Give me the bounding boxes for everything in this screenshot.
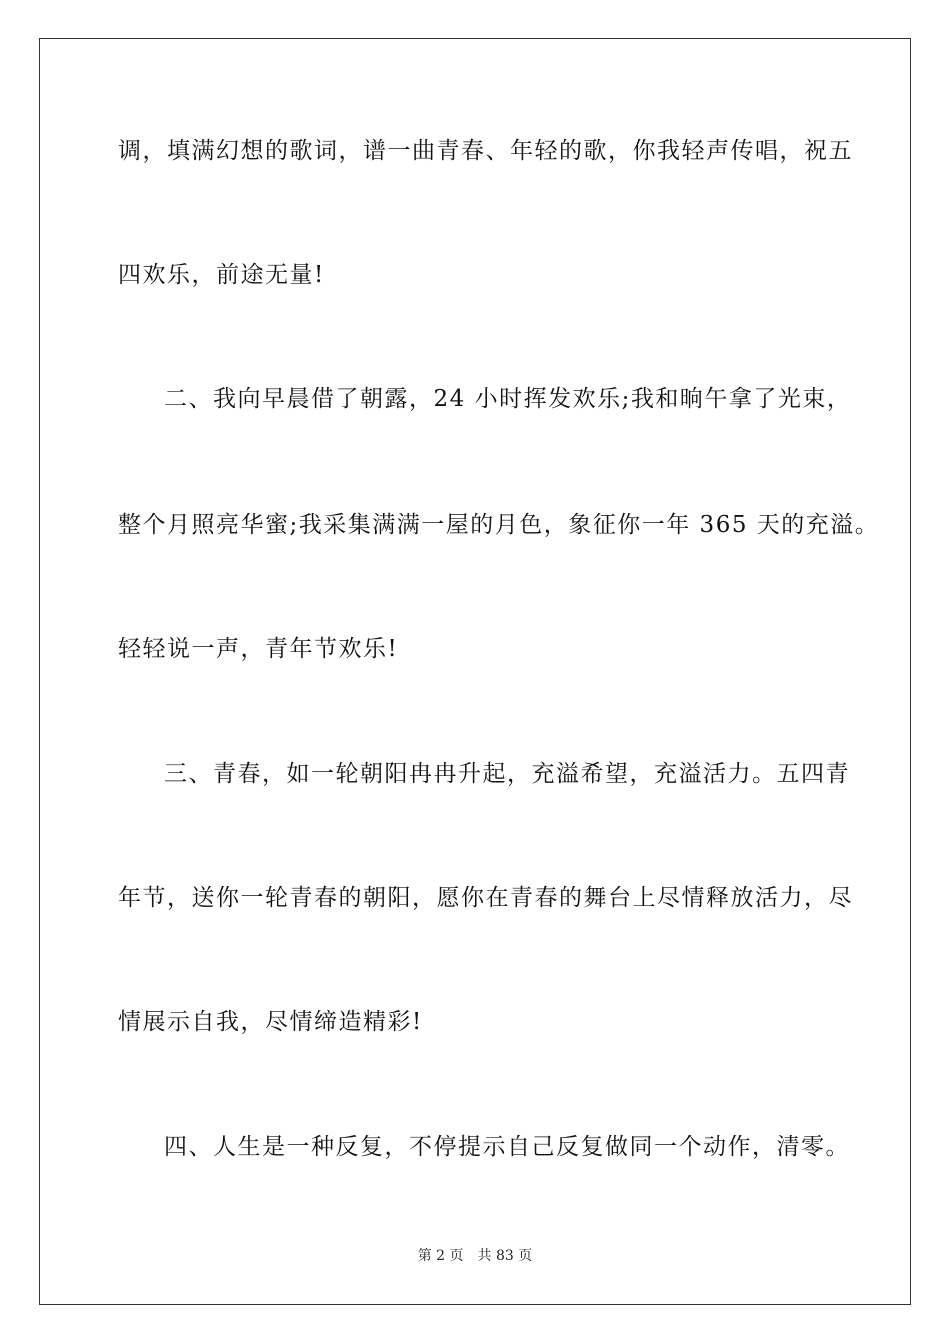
- paragraph-line: 四、人生是一种反复，不停提示自己反复做同一个动作，清零。: [164, 1134, 850, 1160]
- paragraph-line: 四欢乐，前途无量!: [118, 262, 325, 288]
- paragraph-line: 年节，送你一轮青春的朝阳，愿你在青春的舞台上尽情释放活力，尽: [118, 885, 853, 911]
- page-number-total: 共 83 页: [477, 1248, 533, 1264]
- paragraph-line: 情展示自我，尽情缔造精彩!: [118, 1009, 423, 1035]
- paragraph-line: 轻轻说一声，青年节欢乐!: [118, 636, 399, 662]
- paragraph-line: 二、我向早晨借了朝露，24 小时挥发欢乐;我和晌午拿了光束，: [164, 386, 852, 412]
- paragraph-line: 调，填满幻想的歌词，谱一曲青春、年轻的歌，你我轻声传唱，祝五: [118, 138, 853, 164]
- page-footer: [0, 1247, 950, 1265]
- paragraph-line: 整个月照亮华蜜;我采集满满一屋的月色，象征你一年 365 天的充溢。: [118, 512, 880, 538]
- paragraph-line: 三、青春，如一轮朝阳冉冉升起，充溢希望，充溢活力。五四青: [164, 761, 850, 787]
- page-frame: [39, 38, 911, 1305]
- page-number-current: 第 2 页: [417, 1248, 464, 1264]
